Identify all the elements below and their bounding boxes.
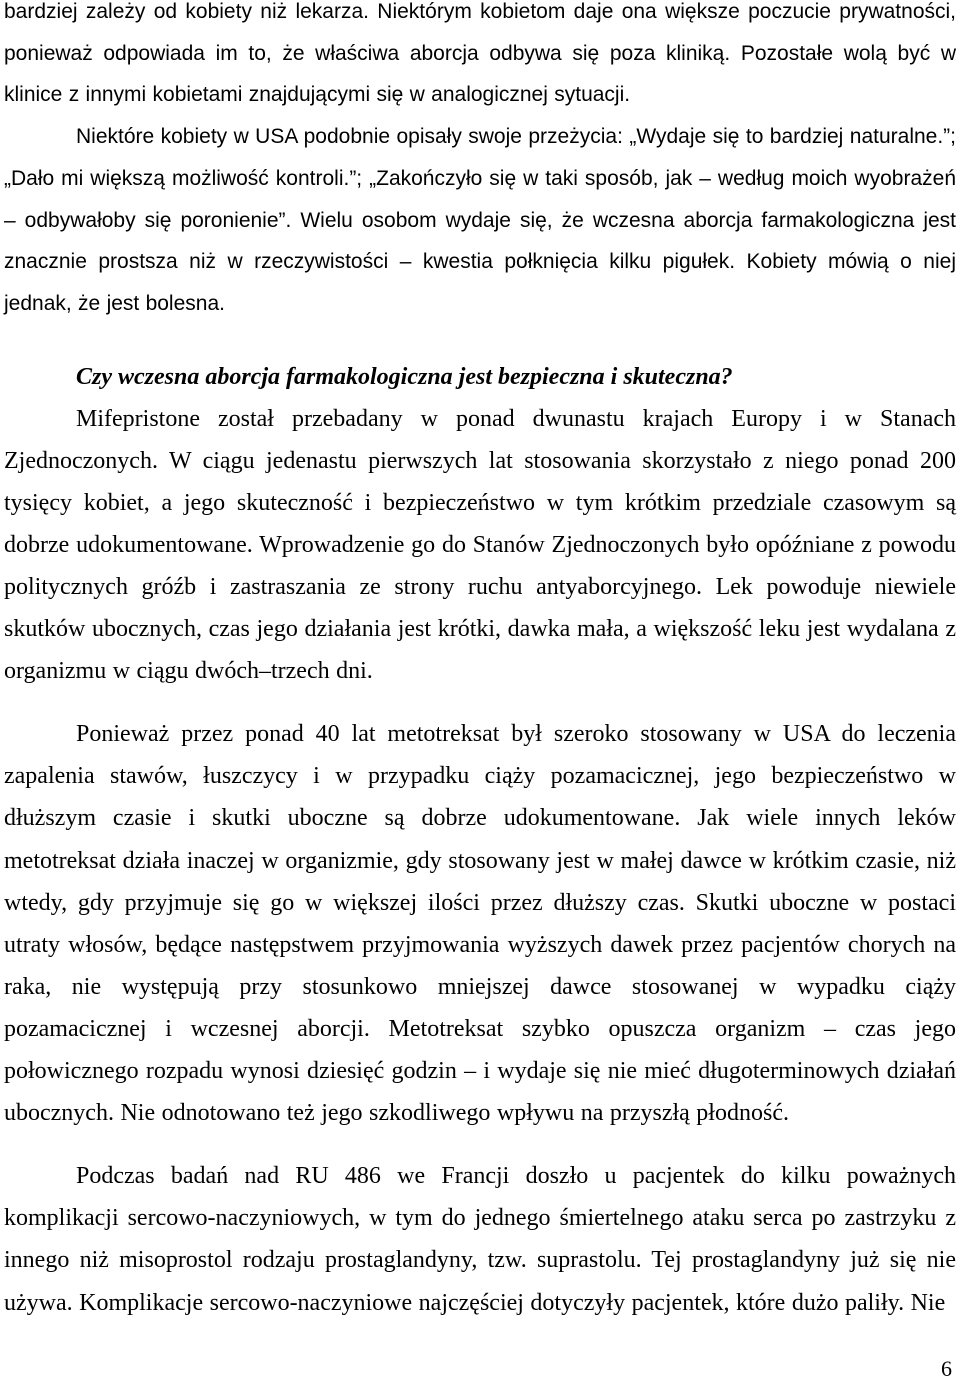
page-number: 6 bbox=[941, 1356, 952, 1381]
paragraph-mifepristone: Mifepristone został przebadany w ponad dwunastu krajach Europy i w Stanach Zjednoczonych. W ciągu jedenastu pierwszych lat stosowania skorzystało z niego ponad 200 tysięcy kobiet, a jego skuteczność i bezpieczeństwo w tym krótkim przedziale czasowym są dobrze udokumentowane. Wprowadzenie go do Stanów Zjednoczonych było opóźniane z powodu politycznych gróźb i zastraszania ze strony ruchu antyaborcyjnego. Lek powoduje niewiele skutków ubocznych, czas jego działania jest krótki, dawka mała, a większość leku jest wydalana z organizmu w ciągu dwóch–trzech dni. bbox=[4, 405, 956, 685]
paragraph-methotrexate: Ponieważ przez ponad 40 lat metotreksat był szeroko stosowany w USA do leczenia zapalenia stawów, łuszczycy i w przypadku ciąży pozamacicznej, jego bezpieczeństwo w dłuższym czasie i skutki uboczne są dobrze udokumentowane. Jak wiele innych leków metotreksat działa inaczej w organizmie, gdy stosowany jest w małej dawce w krótkim czasie, niż wtedy, gdy przyjmuje się go w większej ilości przez dłuższy czas. Skutki uboczne w postaci utraty włosów, będące następstwem przyjmowania wyższych dawek przez pacjentów chorych na raka, nie występują przy stosunkowo mniejszej dawce stosowanej w wypadku ciąży pozamacicznej i wczesnej aborcji. Metotreksat szybko opuszcza organizm – czas jego połowicznego rozpadu wynosi dziesięć godzin – i wydaje się nie mieć długoterminowych działań ubocznych. Nie odnotowano też jego szkodliwego wpływu na przyszłą płodność. bbox=[4, 721, 956, 1127]
page-content bbox=[4, 0, 956, 1324]
paragraph-privacy: bardziej zależy od kobiety niż lekarza. Niektórym kobietom daje ona większe poczucie prywatności, ponieważ odpowiada im to, że właściwa aborcja odbywa się poza kliniką. Pozostałe wolą być w klinice z innymi kobietami znajdującymi się w analogicznej sytuacji. bbox=[4, 0, 956, 107]
paragraph-ru486: Podczas badań nad RU 486 we Francji doszło u pacjentek do kilku poważnych komplikacji sercowo-naczyniowych, w tym do jednego śmiertelnego ataku serca po zastrzyku z innego niż misoprostol rodzaju prostaglandyny, tzw. suprastolu. Tej prostaglandyny już się nie używa. Komplikacje sercowo-naczyniowe najczęściej dotyczyły pacjentek, które dużo paliły. Nie bbox=[4, 1163, 956, 1316]
paragraph-experiences: Niektóre kobiety w USA podobnie opisały swoje przeżycia: „Wydaje się to bardziej naturalne.”; „Dało mi większą możliwość kontroli.”; „Zakończyło się w taki sposób, jak – według moich wyobrażeń – odbywałoby się poronienie”. Wielu osobom wydaje się, że wczesna aborcja farmakologiczna jest znacznie prostsza niż w rzeczywistości – kwestia połknięcia kilku pigułek. Kobiety mówią o niej jednak, że jest bolesna. bbox=[4, 125, 956, 315]
section-heading: Czy wczesna aborcja farmakologiczna jest bezpieczna i skuteczna? bbox=[76, 363, 733, 390]
